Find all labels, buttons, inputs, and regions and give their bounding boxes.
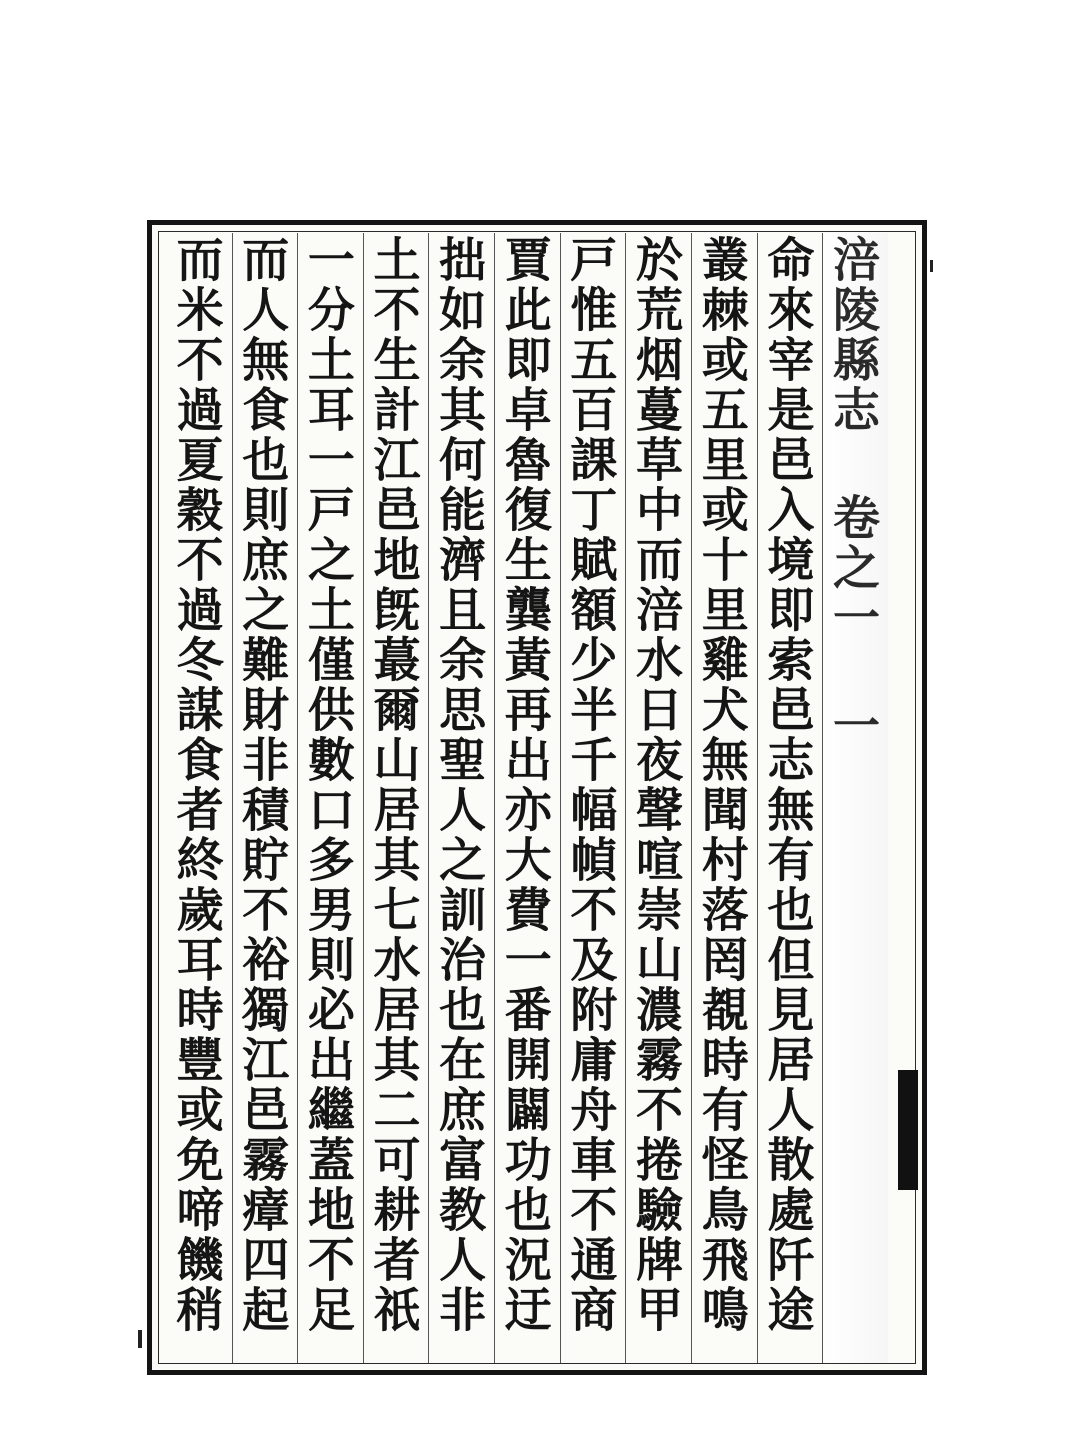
scan-speck	[930, 260, 933, 272]
text-column-2: 叢棘或五里或十里雞犬無聞村落罔覩時有怪鳥飛鳴	[691, 233, 757, 1363]
scan-speck	[138, 1330, 142, 1348]
text-column-7: 土不生計江邑地旣蕞爾山居其七水居其二可耕者祇	[363, 233, 429, 1363]
text-column-8: 一分土耳一戸之土僅供數口多男則必出繼蓋地不足	[297, 233, 363, 1363]
text-column-9: 而人無食也則庶之難財非積貯不裕獨江邑霧瘴四起	[232, 233, 298, 1363]
book-title: 涪陵縣志	[824, 235, 880, 435]
text-column-3: 於荒烟蔓草中而涪水日夜聲喧崇山濃霧不捲驗牌甲	[625, 233, 691, 1363]
text-column-4: 戸惟五百課丁賦額少半千幅幀不及附庸舟車不通商	[560, 233, 626, 1363]
volume-marker: 卷之一	[824, 493, 880, 643]
text-column-1: 命來宰是邑入境即索邑志無有也但見居人散處阡途	[757, 233, 823, 1363]
text-column-5: 賈此即卓魯復生龔黃再出亦大費一番開闢功也況迂	[494, 233, 560, 1363]
folio-number: 一	[824, 701, 880, 751]
text-column-10: 而米不過夏穀不過冬謀食者終歲耳時豐或免啼饑稍	[168, 235, 224, 1335]
printed-page-frame	[147, 220, 927, 1375]
margin-index-tab	[898, 1070, 918, 1190]
header-column	[822, 233, 888, 1363]
text-column-6: 拙如余其何能濟且余思聖人之訓治也在庶富教人非	[428, 233, 494, 1363]
vertical-text-block	[166, 233, 888, 1363]
